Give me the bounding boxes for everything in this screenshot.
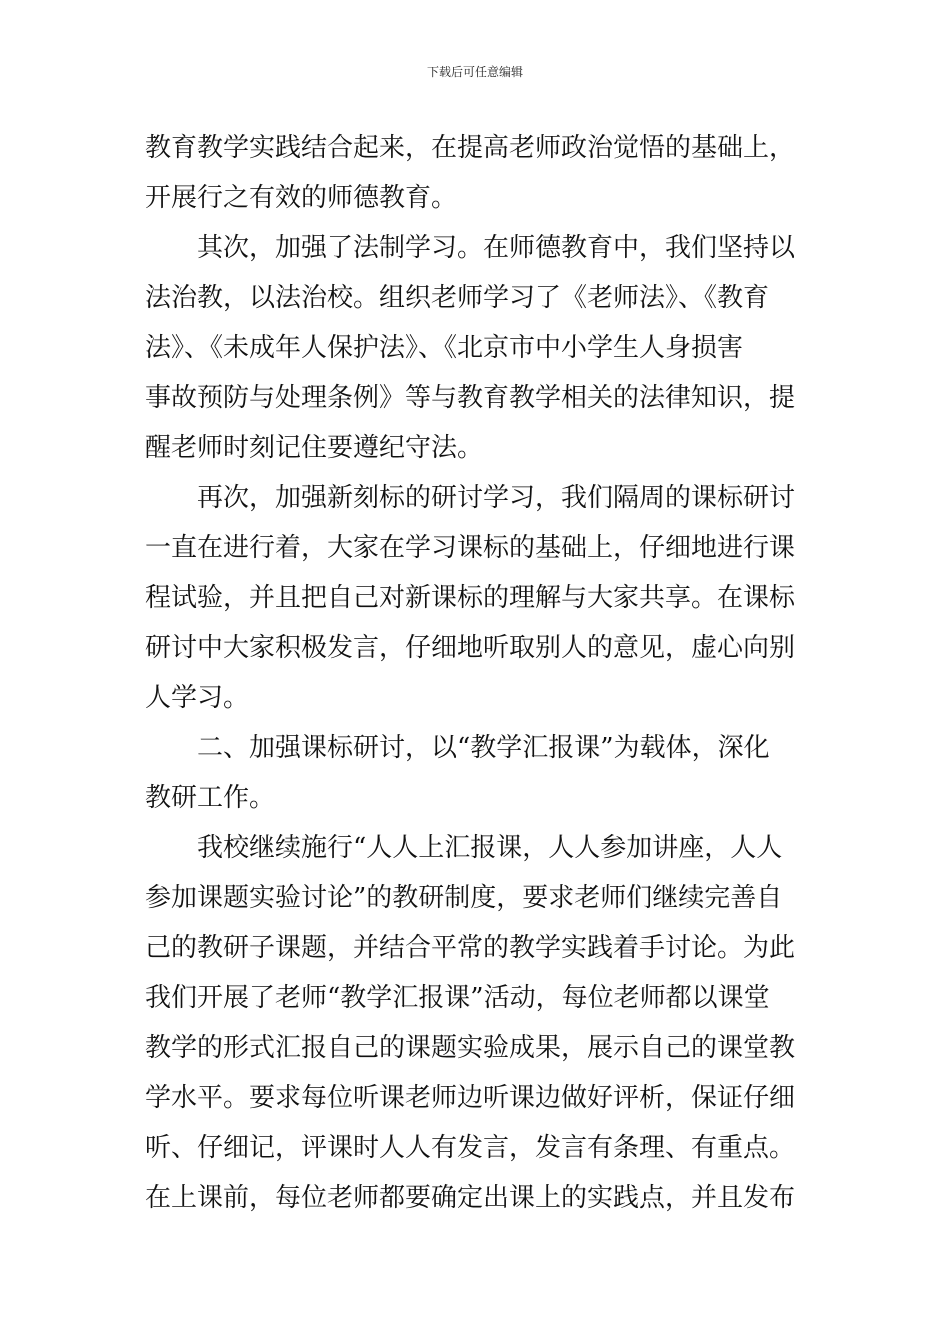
text-line: 一直在进行着，大家在学习课标的基础上，仔细地进行课 <box>145 533 796 563</box>
text-line: 参加课题实验讨论”的教研制度，要求老师们继续完善自 <box>145 883 783 913</box>
text-line: 教学的形式汇报自己的课题实验成果，展示自己的课堂教 <box>145 1033 796 1063</box>
text-line: 教育教学实践结合起来，在提高老师政治觉悟的基础上， <box>145 133 796 163</box>
text-line: 听、仔细记，评课时人人有发言，发言有条理、有重点。 <box>145 1133 796 1163</box>
text-line: 在上课前，每位老师都要确定出课上的实践点，并且发布 <box>145 1183 796 1213</box>
text-line: 二、加强课标研讨，以“教学汇报课”为载体，深化 <box>197 733 770 763</box>
text-line: 我们开展了老师“教学汇报课”活动，每位老师都以课堂 <box>145 983 770 1013</box>
paragraph-1 <box>145 123 810 223</box>
text-line: 己的教研子课题，并结合平常的教学实践着手讨论。为此 <box>145 933 796 963</box>
page-header: 下载后可任意编辑 <box>426 65 523 79</box>
text-line: 开展行之有效的师德教育。 <box>145 183 458 213</box>
text-line: 法治教，以法治校。组织老师学习了《老师法》、《教育 <box>145 283 770 313</box>
paragraph-2 <box>145 223 810 473</box>
text-line: 法》、《未成年人保护法》、《北京市中小学生人身损害 <box>145 333 744 363</box>
text-line: 再次，加强新刻标的研讨学习，我们隔周的课标研讨 <box>197 483 796 513</box>
text-line: 人学习。 <box>145 683 250 713</box>
paragraph-3 <box>145 473 810 723</box>
text-line: 醒老师时刻记住要遵纪守法。 <box>145 433 484 463</box>
text-line: 研讨中大家积极发言，仔细地听取别人的意见，虚心向别 <box>145 633 796 663</box>
text-line: 其次，加强了法制学习。在师德教育中，我们坚持以 <box>197 233 796 263</box>
text-line: 教研工作。 <box>145 783 276 813</box>
text-line: 我校继续施行“人人上汇报课，人人参加讲座，人人 <box>197 833 783 863</box>
paragraph-5 <box>145 823 810 1223</box>
document-body <box>145 123 810 1223</box>
paragraph-4-heading <box>145 723 810 823</box>
text-line: 程试验，并且把自己对新课标的理解与大家共享。在课标 <box>145 583 796 613</box>
text-line: 学水平。要求每位听课老师边听课边做好评析，保证仔细 <box>145 1083 796 1113</box>
text-line: 事故预防与处理条例》等与教育教学相关的法律知识，提 <box>145 383 796 413</box>
